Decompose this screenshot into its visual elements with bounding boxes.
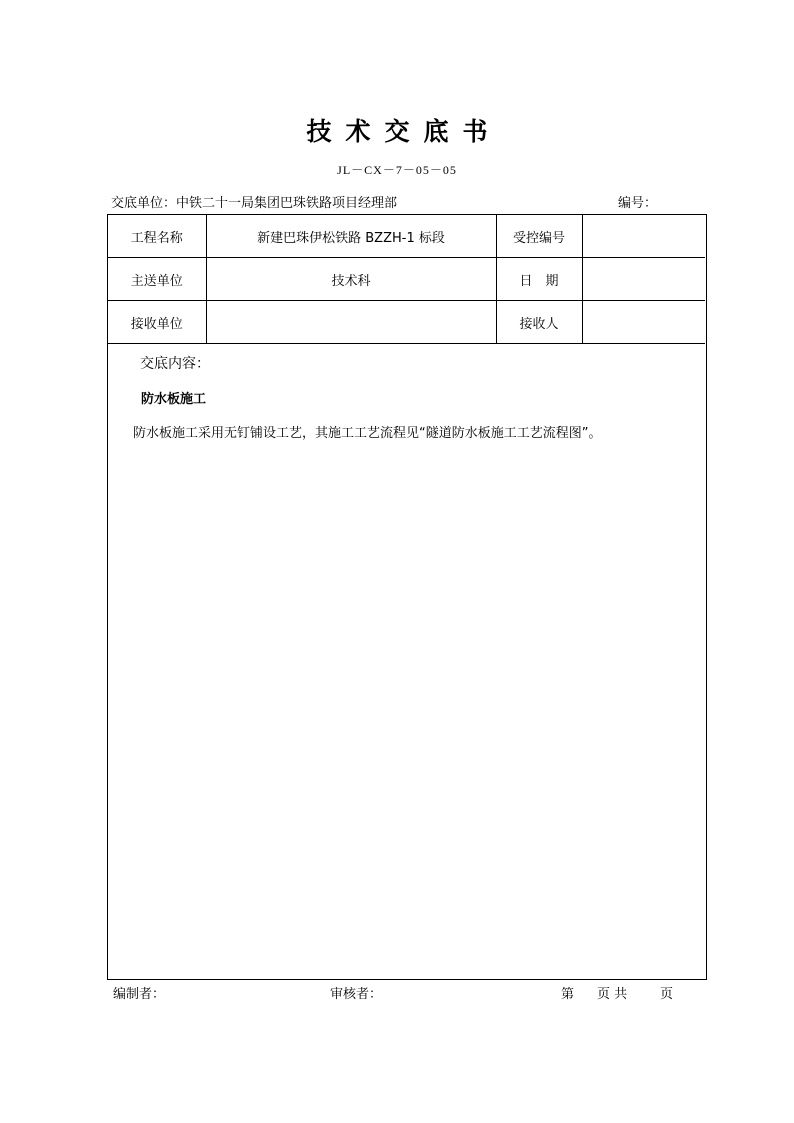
receiver-person-value (582, 301, 705, 344)
sender-value: 技术科 (206, 258, 496, 301)
control-number-value (582, 215, 705, 258)
content-heading: 防水板施工 (141, 392, 207, 407)
project-name-value: 新建巴珠伊松铁路 BZZH-1 标段 (206, 215, 496, 258)
document-title: 技术交底书 (306, 117, 502, 146)
document-code: JL－CX－7－05－05 (337, 163, 457, 177)
page-suffix: 页 (660, 987, 674, 1002)
page-prefix: 第 (561, 987, 575, 1002)
issuing-unit: 交底单位：中铁二十一局集团巴珠铁路项目经理部 (111, 196, 398, 211)
project-name-label: 工程名称 (108, 215, 206, 258)
compiler-label: 编制者： (113, 987, 166, 1002)
info-table (108, 215, 705, 344)
table-row (108, 301, 705, 344)
table-row (108, 215, 705, 258)
receiver-unit-label: 接收单位 (108, 301, 206, 344)
receiver-person-label: 接收人 (496, 301, 582, 344)
date-value (582, 258, 705, 301)
page-total-label: 页 共 (597, 987, 628, 1002)
receiver-unit-value (206, 301, 496, 344)
content-label: 交底内容： (140, 356, 210, 372)
control-number-label: 受控编号 (496, 215, 582, 258)
sender-label: 主送单位 (108, 258, 206, 301)
date-label: 日 期 (496, 258, 582, 301)
document-number-label: 编号： (618, 196, 658, 211)
content-body: 防水板施工采用无钉铺设工艺，其施工工艺流程见“隧道防水板施工工艺流程图”。 (133, 426, 602, 441)
reviewer-label: 审核者： (330, 987, 383, 1002)
table-row (108, 258, 705, 301)
handover-form (107, 214, 707, 980)
